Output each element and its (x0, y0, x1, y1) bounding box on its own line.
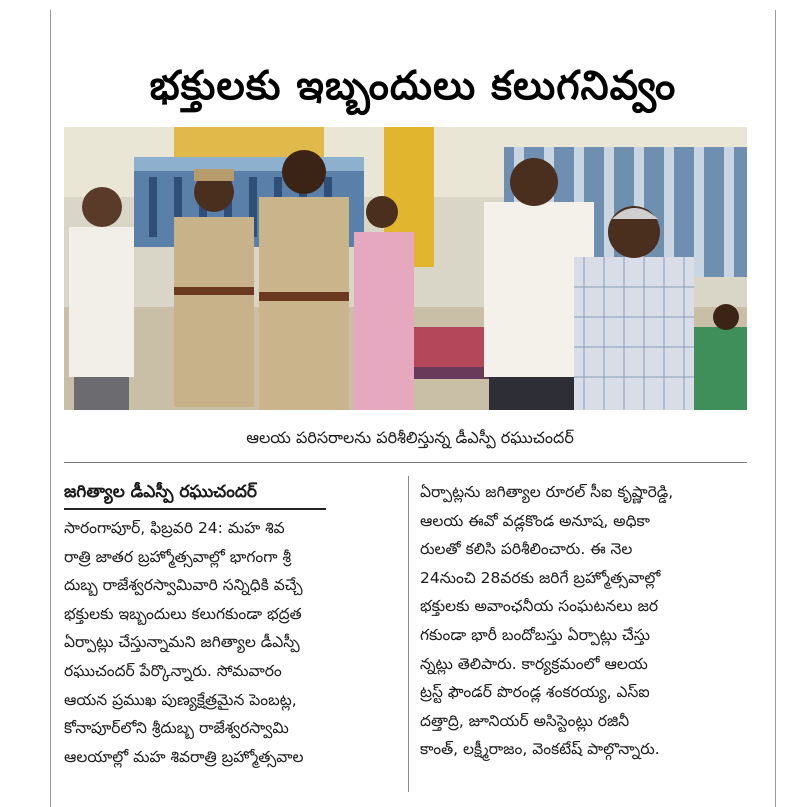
paragraph-line: గకుండా భారీ బందోబస్తు ఏర్పాట్లు చేస్తు (420, 625, 651, 644)
photo-caption: ఆలయ పరిసరాలను పరిశీలిస్తున్న డీఎస్పీ రఘుచందర్ (246, 428, 574, 447)
headline: భక్తులకు ఇబ్బందులు కలుగనివ్వం (149, 62, 677, 109)
paragraph-line: రాత్రి జాతర బ్రహ్మోత్సవాల్లో భాగంగా శ్రీ (64, 547, 291, 566)
page-right-rule (775, 10, 776, 807)
paragraph-line: దుబ్బ రాజేశ్వరస్వామివారి సన్నిధికి వచ్చే (64, 576, 303, 595)
paragraph-line: భక్తులకు ఇబ్బందులు కలుగకుండా భద్రత (64, 604, 302, 623)
page-left-rule (50, 10, 51, 807)
article-column-right (420, 478, 750, 764)
paragraph-line: ఏర్పాట్లు చేస్తున్నామని జగిత్యాల డీఎస్పీ (64, 633, 300, 652)
paragraph-line: రఘుచందర్ పేర్కొన్నారు. సోమవారం (64, 661, 282, 680)
caption-rule (64, 462, 747, 463)
paragraph-line: రులతో కలిసి పరిశీలించారు. ఈ నెల (420, 540, 633, 559)
paragraph-line: భక్తులకు అవాంఛనీయ సంఘటనలు జర (420, 597, 659, 616)
paragraph-line: ఆయన ప్రముఖ పుణ్యక్షేత్రమైన పెంబట్ల, (64, 690, 297, 709)
paragraph-line: 24నుంచి 28వరకు జరిగే బ్రహ్మోత్సవాల్లో (420, 568, 661, 587)
byline: జగిత్యాల డీఎస్పీ రఘుచందర్ (64, 482, 257, 502)
paragraph-line: కాంత్, లక్ష్మీరాజం, వెంకటేష్ పాల్గొన్నారు. (420, 740, 660, 759)
article-column-left (64, 478, 394, 771)
paragraph-line: ట్రస్ట్ ఫౌండర్ పొరండ్ల శంకరయ్య, ఎస్ఐ (420, 683, 650, 702)
column-divider (408, 476, 409, 792)
news-photo (64, 127, 747, 410)
paragraph-line: కోనాపూర్‌లోని శ్రీదుబ్బ రాజేశ్వరస్వామి (64, 719, 289, 738)
byline-rule (64, 508, 326, 510)
paragraph-line: సారంగాపూర్, ఫిబ్రవరి 24: మహ శివ (64, 519, 285, 537)
paragraph-line: న్నట్లు తెలిపారు. కార్యక్రమంలో ఆలయ (420, 654, 648, 673)
news-photo-icon (64, 127, 747, 410)
paragraph-line: ఆలయ ఈవో వడ్లకొండ అనూష, అధికా (420, 511, 650, 530)
paragraph-line: ఏర్పాట్లను జగిత్యాల రూరల్ సీఐ కృష్ణారెడ్డి, (420, 483, 674, 501)
paragraph-line: ఆలయాల్లో మహ శివరాత్రి బ్రహ్మోత్సవాల (64, 747, 304, 766)
paragraph-line: దత్తాద్రి, జూనియర్ అసిస్టెంట్లు రజినీ (420, 711, 630, 730)
